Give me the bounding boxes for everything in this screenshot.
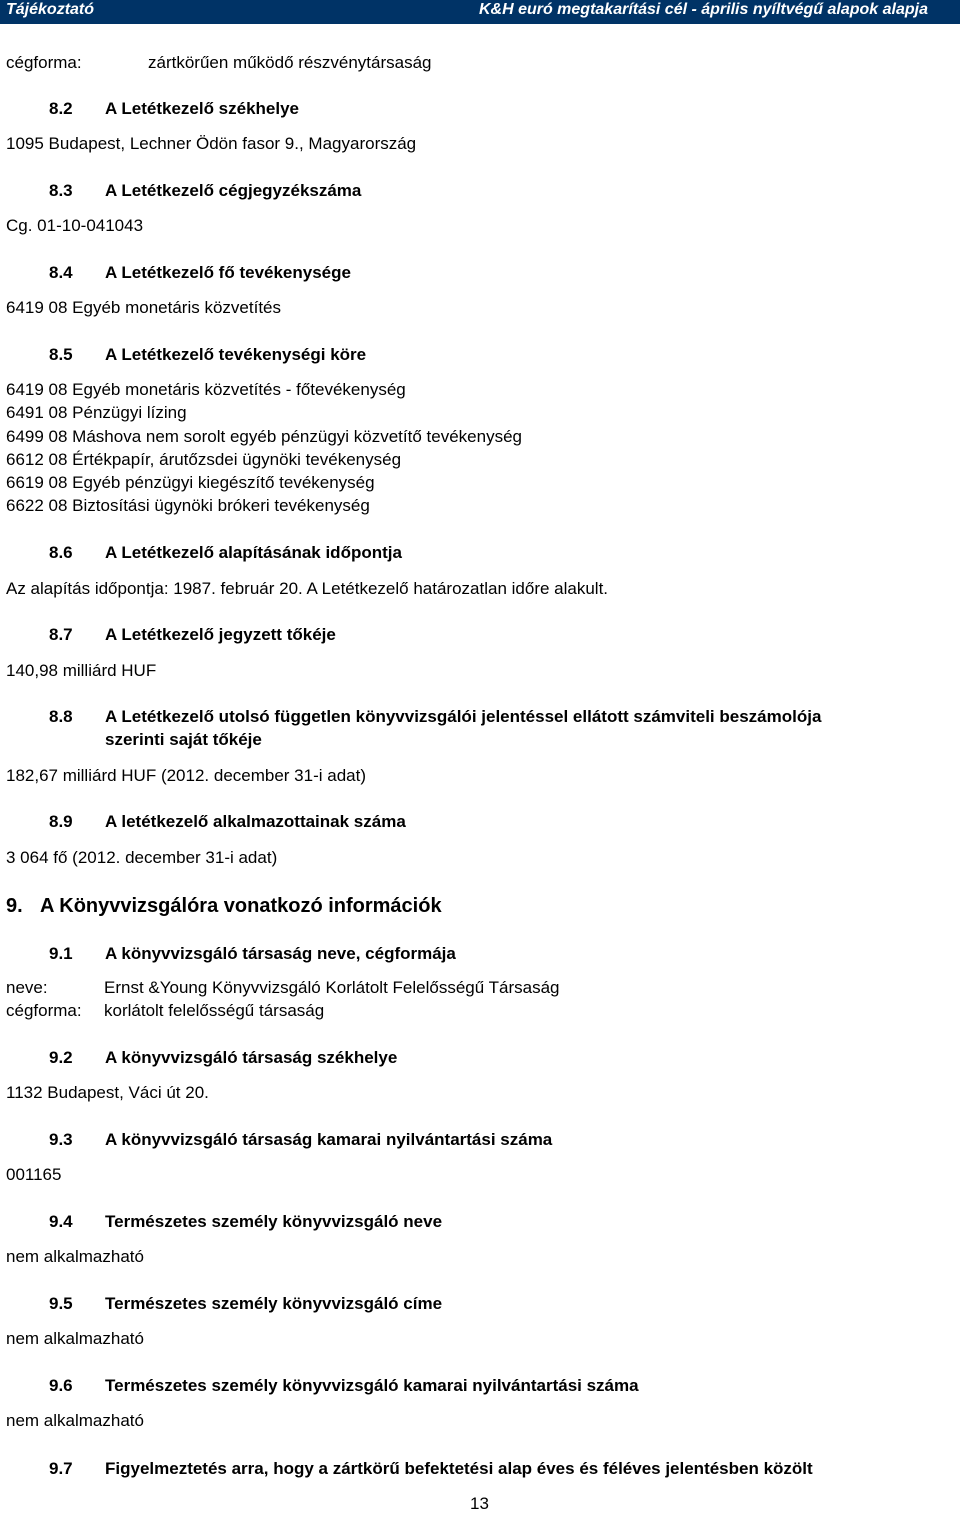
chapter-9-title: A Könyvvizsgálóra vonatkozó információk — [40, 895, 442, 917]
cegforma-value: zártkörűen működő részvénytársaság — [148, 53, 432, 72]
section-8-7-body: 140,98 milliárd HUF — [6, 661, 157, 680]
section-8-3-body: Cg. 01-10-041043 — [6, 216, 144, 235]
section-8-6-number: 8.6 — [49, 543, 73, 562]
section-9-6-title: Természetes személy könyvvizsgáló kamarai nyilvántartási száma — [105, 1376, 639, 1395]
cegforma-label: cégforma: — [6, 53, 82, 72]
section-8-8-title-line-1: A Letétkezelő utolsó független könyvvizsgálói jelentéssel ellátott számviteli beszámolója — [105, 707, 822, 726]
activity-list-item: 6491 08 Pénzügyi lízing — [6, 403, 187, 422]
section-8-5-number: 8.5 — [49, 345, 73, 364]
section-8-2-body: 1095 Budapest, Lechner Ödön fasor 9., Magyarország — [6, 134, 417, 153]
section-9-3-body: 001165 — [6, 1165, 62, 1184]
section-8-2-number: 8.2 — [49, 99, 73, 118]
chapter-9-number: 9. — [6, 895, 23, 917]
section-8-4-number: 8.4 — [49, 263, 73, 282]
section-9-4-title: Természetes személy könyvvizsgáló neve — [105, 1212, 443, 1231]
section-8-3-title: A Letétkezelő cégjegyzékszáma — [105, 181, 362, 200]
section-8-9-title: A letétkezelő alkalmazottainak száma — [105, 812, 406, 831]
section-9-2-title: A könyvvizsgáló társaság székhelye — [105, 1048, 398, 1067]
section-9-5-number: 9.5 — [49, 1294, 73, 1313]
section-9-4-body: nem alkalmazható — [6, 1247, 144, 1266]
section-9-4-number: 9.4 — [49, 1212, 73, 1231]
auditor-name-value: Ernst &Young Könyvvizsgáló Korlátolt Felelősségű Társaság — [104, 978, 560, 997]
section-9-1-number: 9.1 — [49, 944, 73, 963]
section-8-4-body: 6419 08 Egyéb monetáris közvetítés — [6, 298, 281, 317]
section-8-9-body: 3 064 fő (2012. december 31-i adat) — [6, 848, 278, 867]
auditor-name-label: neve: — [6, 978, 48, 997]
section-8-8-body: 182,67 milliárd HUF (2012. december 31-i adat) — [6, 766, 367, 785]
activity-list-item: 6419 08 Egyéb monetáris közvetítés - főtevékenység — [6, 380, 406, 399]
section-8-2-title: A Letétkezelő székhelye — [105, 99, 300, 118]
activity-list-item: 6619 08 Egyéb pénzügyi kiegészítő tevékenység — [6, 473, 375, 492]
auditor-form-label: cégforma: — [6, 1001, 82, 1020]
section-8-4-title: A Letétkezelő fő tevékenysége — [105, 263, 351, 282]
section-9-2-body: 1132 Budapest, Váci út 20. — [6, 1083, 209, 1102]
section-9-3-title: A könyvvizsgáló társaság kamarai nyilvántartási száma — [105, 1130, 553, 1149]
section-9-3-number: 9.3 — [49, 1130, 73, 1149]
section-9-2-number: 9.2 — [49, 1048, 73, 1067]
section-9-7-title: Figyelmeztetés arra, hogy a zártkörű befektetési alap éves és féléves jelentésben közölt — [105, 1459, 813, 1478]
section-9-5-body: nem alkalmazható — [6, 1329, 144, 1348]
section-9-7-number: 9.7 — [49, 1459, 73, 1478]
auditor-form-value: korlátolt felelősségű társaság — [104, 1001, 325, 1020]
section-9-6-number: 9.6 — [49, 1376, 73, 1395]
section-8-8-title-line-2: szerinti saját tőkéje — [105, 730, 262, 749]
section-8-6-title: A Letétkezelő alapításának időpontja — [105, 543, 402, 562]
activity-list-item: 6612 08 Értékpapír, árutőzsdei ügynöki tevékenység — [6, 450, 402, 469]
section-8-3-number: 8.3 — [49, 181, 73, 200]
page-header — [0, 0, 960, 24]
section-9-6-body: nem alkalmazható — [6, 1411, 144, 1430]
section-8-7-number: 8.7 — [49, 625, 73, 644]
section-9-5-title: Természetes személy könyvvizsgáló címe — [105, 1294, 443, 1313]
section-9-1-title: A könyvvizsgáló társaság neve, cégformája — [105, 944, 456, 963]
activity-list-item: 6622 08 Biztosítási ügynöki brókeri tevékenység — [6, 496, 370, 515]
section-8-8-number: 8.8 — [49, 707, 73, 726]
header-right-title: K&H euró megtakarítási cél - április nyíltvégű alapok alapja — [478, 1, 928, 18]
section-8-7-title: A Letétkezelő jegyzett tőkéje — [105, 625, 336, 644]
activity-list-item: 6499 08 Máshova nem sorolt egyéb pénzügyi közvetítő tevékenység — [6, 427, 522, 446]
page-number: 13 — [470, 1494, 489, 1513]
section-8-6-body: Az alapítás időpontja: 1987. február 20. A Letétkezelő határozatlan időre alakult. — [6, 579, 609, 598]
section-8-5-title: A Letétkezelő tevékenységi köre — [105, 345, 367, 364]
section-8-9-number: 8.9 — [49, 812, 73, 831]
header-left-title: Tájékoztató — [6, 1, 95, 18]
